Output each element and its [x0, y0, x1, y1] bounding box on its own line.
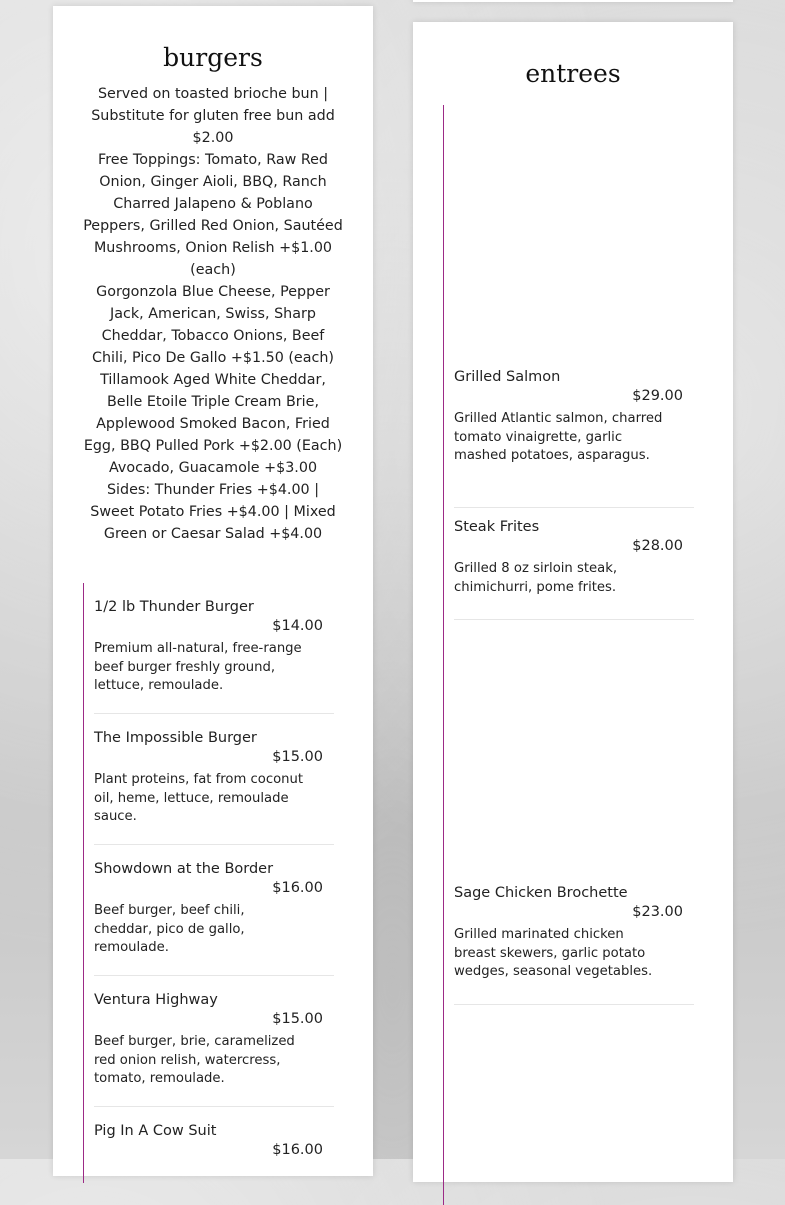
menu-item — [454, 368, 694, 466]
menu-item — [94, 1122, 334, 1159]
menu-item-divider — [94, 713, 334, 714]
entrees-section-title: entrees — [525, 59, 621, 88]
menu-item-description: Beef burger, brie, caramelized red onion relish, watercress, tomato, remoulade. — [94, 1034, 295, 1087]
burgers-description-line: Gorgonzola Blue Cheese, Pepper Jack, American, Swiss, Sharp Cheddar, Tobacco Onions, Beef Chili, Pico De Gallo +$1.50 (each) — [92, 284, 334, 366]
burgers-description-line: Tillamook Aged White Cheddar, Belle Etoile Triple Cream Brie, Applewood Smoked Bacon, Fried Egg, BBQ Pulled Pork +$2.00 (Each) — [83, 372, 343, 454]
burgers-menu-card — [53, 6, 373, 1176]
menu-item-divider — [94, 975, 334, 976]
menu-item-description: Grilled marinated chicken breast skewers, garlic potato wedges, seasonal vegetables. — [454, 927, 653, 980]
menu-item-description: Plant proteins, fat from coconut oil, heme, lettuce, remoulade sauce. — [94, 772, 304, 825]
menu-item-name: Ventura Highway — [94, 992, 218, 1008]
burgers-description-line: Served on toasted brioche bun | Substitute for gluten free bun add $2.00 — [91, 86, 335, 146]
menu-item-price: $23.00 — [632, 904, 683, 920]
menu-item-price: $28.00 — [632, 538, 683, 554]
menu-item — [94, 860, 334, 958]
menu-item — [454, 884, 694, 982]
menu-item-divider — [94, 1106, 334, 1107]
burgers-description-line: Free Toppings: Tomato, Raw Red Onion, Ginger Aioli, BBQ, Ranch — [98, 152, 328, 190]
burgers-section-description — [83, 83, 343, 545]
menu-item-price: $16.00 — [272, 1142, 323, 1158]
burgers-description-line: Avocado, Guacamole +$3.00 — [108, 460, 318, 476]
menu-item-name: Showdown at the Border — [94, 861, 274, 877]
menu-item — [94, 598, 334, 696]
burgers-description-line: Sides: Thunder Fries +$4.00 | Sweet Potato Fries +$4.00 | Mixed Green or Caesar Salad +$4.00 — [90, 482, 336, 542]
menu-item — [94, 991, 334, 1089]
menu-item — [454, 518, 694, 597]
menu-item-divider — [94, 844, 334, 845]
menu-item-description: Beef burger, beef chili, cheddar, pico de gallo, remoulade. — [94, 903, 245, 956]
menu-item-divider — [454, 507, 694, 508]
menu-item-price: $16.00 — [272, 880, 323, 896]
entrees-menu-card — [413, 22, 733, 1182]
menu-item-description: Grilled 8 oz sirloin steak, chimichurri, pome frites. — [454, 561, 618, 595]
menu-item-price: $29.00 — [632, 388, 683, 404]
menu-item-description: Grilled Atlantic salmon, charred tomato vinaigrette, garlic mashed potatoes, asparagus. — [454, 411, 663, 464]
menu-item-name: Steak Frites — [454, 519, 540, 535]
menu-item-name: 1/2 lb Thunder Burger — [94, 599, 254, 615]
menu-item-price: $15.00 — [272, 749, 323, 765]
menu-item-price: $15.00 — [272, 1011, 323, 1027]
menu-item-name: The Impossible Burger — [94, 730, 257, 746]
burgers-accent-line — [83, 583, 84, 1183]
menu-item-description: Premium all-natural, free-range beef burger freshly ground, lettuce, remoulade. — [94, 641, 302, 694]
burgers-section-title: burgers — [163, 43, 263, 72]
menu-item — [94, 729, 334, 827]
entrees-accent-line — [443, 105, 444, 1205]
menu-item-name: Grilled Salmon — [454, 369, 561, 385]
menu-item-name: Pig In A Cow Suit — [94, 1123, 217, 1139]
menu-item-divider — [454, 1004, 694, 1005]
previous-card-edge — [413, 0, 733, 2]
menu-item-name: Sage Chicken Brochette — [454, 885, 628, 901]
menu-item-divider — [454, 619, 694, 620]
menu-item-price: $14.00 — [272, 618, 323, 634]
burgers-description-line: Charred Jalapeno & Poblano Peppers, Grilled Red Onion, Sautéed Mushrooms, Onion Relish +$1.00 (each) — [83, 196, 343, 278]
